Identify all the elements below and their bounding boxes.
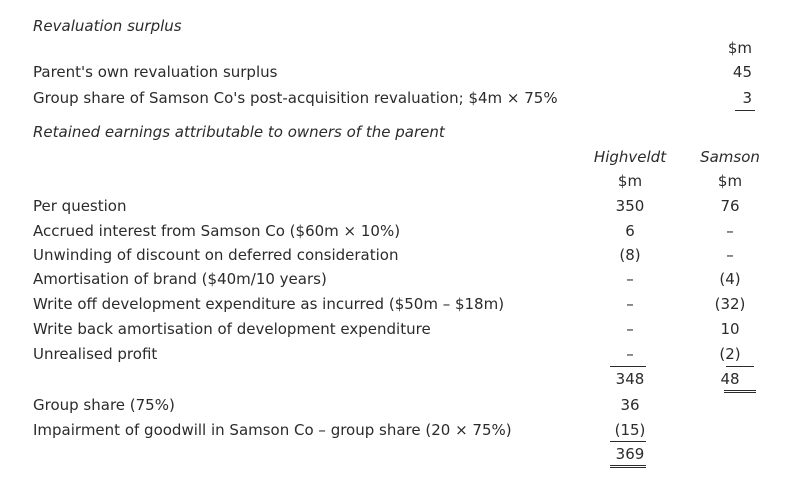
table-row-label: Write back amortisation of development expenditure bbox=[33, 320, 431, 338]
table-row-label: Write off development expenditure as incurred ($50m – $18m) bbox=[33, 295, 505, 313]
group-share-value: 36 bbox=[620, 396, 640, 414]
table-row-highveldt: – bbox=[626, 345, 634, 363]
group-share-label: Group share (75%) bbox=[33, 396, 175, 414]
table-row-highveldt: 350 bbox=[615, 197, 645, 215]
table-row-samson: 10 bbox=[720, 320, 740, 338]
revaluation-unit: $m bbox=[727, 39, 752, 57]
table-row-highveldt: – bbox=[626, 320, 634, 338]
table-row-highveldt: – bbox=[626, 270, 634, 288]
table-row-label: Unwinding of discount on deferred consideration bbox=[33, 246, 399, 264]
table-row-samson: – bbox=[726, 222, 734, 240]
col-unit-samson: $m bbox=[717, 172, 743, 190]
table-row-samson: – bbox=[726, 246, 734, 264]
table-row-label: Per question bbox=[33, 197, 127, 215]
table-row-highveldt: – bbox=[626, 295, 634, 313]
subtotal-highveldt: 348 bbox=[615, 370, 645, 388]
revaluation-heading: Revaluation surplus bbox=[33, 17, 182, 35]
table-row-label: Unrealised profit bbox=[33, 345, 158, 363]
subtotal-samson-double-rule bbox=[724, 390, 756, 393]
revaluation-row-value: 3 bbox=[742, 89, 752, 107]
table-row-samson: (4) bbox=[719, 270, 741, 288]
revaluation-row-value: 45 bbox=[732, 63, 752, 81]
subtotal-rule-highveldt bbox=[610, 366, 646, 367]
total-double-rule bbox=[610, 465, 646, 468]
total-value: 369 bbox=[615, 445, 645, 463]
table-row-label: Accrued interest from Samson Co ($60m × 10%) bbox=[33, 222, 401, 240]
col-header-highveldt: Highveldt bbox=[593, 148, 667, 166]
table-row-samson: 76 bbox=[720, 197, 740, 215]
impairment-label: Impairment of goodwill in Samson Co – group share (20 × 75%) bbox=[33, 421, 512, 439]
table-row-label: Amortisation of brand ($40m/10 years) bbox=[33, 270, 327, 288]
table-row-highveldt: 6 bbox=[625, 222, 635, 240]
total-rule bbox=[610, 441, 646, 442]
retained-heading: Retained earnings attributable to owners of the parent bbox=[33, 123, 445, 141]
impairment-value: (15) bbox=[614, 421, 646, 439]
col-unit-highveldt: $m bbox=[617, 172, 643, 190]
revaluation-row-label: Group share of Samson Co's post-acquisition revaluation; $4m × 75% bbox=[33, 89, 558, 107]
col-header-samson: Samson bbox=[700, 148, 760, 166]
table-row-samson: (32) bbox=[714, 295, 746, 313]
table-row-highveldt: (8) bbox=[619, 246, 641, 264]
revaluation-row-label: Parent's own revaluation surplus bbox=[33, 63, 278, 81]
subtotal-samson: 48 bbox=[720, 370, 740, 388]
subtotal-rule-samson bbox=[726, 366, 754, 367]
table-row-samson: (2) bbox=[719, 345, 741, 363]
revaluation-underline bbox=[735, 110, 755, 111]
